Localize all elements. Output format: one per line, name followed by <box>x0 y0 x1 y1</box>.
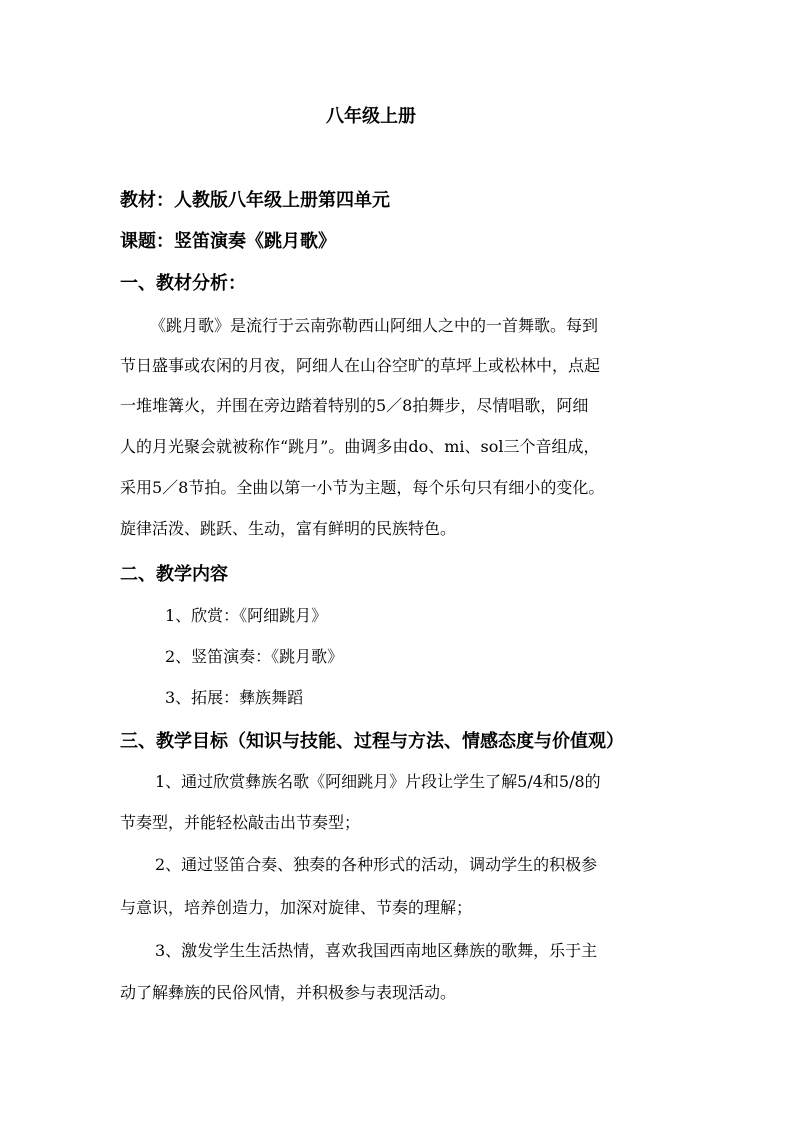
section-heading-analysis: 一、教材分析： <box>120 273 246 294</box>
page-title: 八年级上册 <box>326 106 416 127</box>
content-item: 2、竖笛演奏：《跳月歌》 <box>165 647 344 666</box>
section-heading-content: 二、教学内容 <box>120 564 228 585</box>
goal-line: 动了解彝族的民俗风情，并积极参与表现活动。 <box>120 983 457 1002</box>
analysis-line: 旋律活泼、跳跃、生动，富有鲜明的民族特色。 <box>120 519 457 538</box>
content-item: 3、拓展：彝族舞蹈 <box>165 688 304 707</box>
analysis-line: 《跳月歌》是流行于云南弥勒西山阿细人之中的一首舞歌。每到 <box>150 316 599 335</box>
goal-line: 与意识，培养创造力，加深对旋律、节奏的理解； <box>120 898 473 917</box>
goal-line: 2、通过竖笛合奏、独奏的各种形式的活动，调动学生的积极参 <box>155 855 598 874</box>
analysis-line: 人的月光聚会就被称作“跳月”。曲调多由do、mi、sol三个音组成， <box>120 437 600 456</box>
goal-line: 1、通过欣赏彝族名歌《阿细跳月》片段让学生了解5/4和5/8的 <box>155 772 601 791</box>
analysis-line: 节日盛事或农闲的月夜，阿细人在山谷空旷的草坪上或松林中，点起 <box>120 356 601 375</box>
analysis-line: 采用5／8节拍。全曲以第一小节为主题，每个乐句只有细小的变化。 <box>120 478 605 497</box>
goal-line: 节奏型，并能轻松敲击出节奏型； <box>120 813 361 832</box>
topic-line: 课题：竖笛演奏《跳月歌》 <box>120 231 336 252</box>
analysis-line: 一堆堆篝火，并围在旁边踏着特别的5／8拍舞步，尽情唱歌，阿细 <box>120 396 589 415</box>
material-line: 教材：人教版八年级上册第四单元 <box>120 190 390 211</box>
content-item: 1、欣赏：《阿细跳月》 <box>165 606 328 625</box>
section-heading-goals: 三、教学目标（知识与技能、过程与方法、情感态度与价值观） <box>120 731 624 752</box>
goal-line: 3、激发学生生活热情，喜欢我国西南地区彝族的歌舞，乐于主 <box>155 941 598 960</box>
